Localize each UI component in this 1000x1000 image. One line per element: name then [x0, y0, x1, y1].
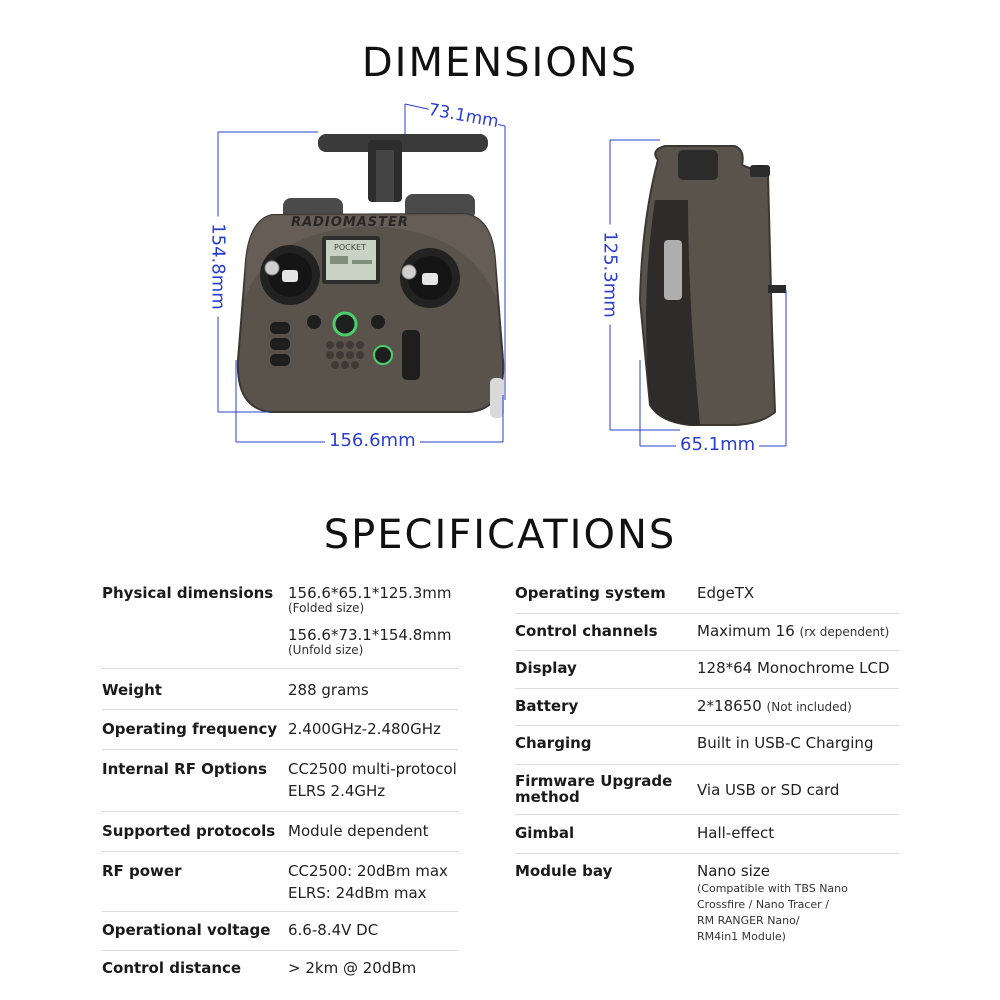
spec-value: Built in USB-C Charging — [697, 734, 874, 752]
side-depth-label: 65.1mm — [676, 434, 759, 455]
spec-value: 156.6*73.1*154.8mm — [288, 626, 452, 644]
scroll-wheel — [402, 330, 420, 380]
spec-note: (Folded size) — [288, 601, 365, 615]
separator — [102, 709, 458, 710]
spec-note: Crossfire / Nano Tracer / — [697, 898, 829, 911]
separator — [102, 749, 458, 750]
spec-label: Display — [515, 659, 577, 677]
spec-value: 6.6-8.4V DC — [288, 921, 379, 939]
spec-label: Control distance — [102, 959, 242, 977]
specifications-heading: SPECIFICATIONS — [323, 512, 677, 558]
spec-value: ELRS 2.4GHz — [288, 782, 386, 800]
left-gimbal — [260, 245, 320, 305]
spec-label: Charging — [515, 734, 592, 752]
separator — [515, 853, 899, 854]
spec-value: ELRS: 24dBm max — [288, 884, 427, 902]
spec-value-text: Maximum 16 — [697, 622, 795, 640]
separator — [102, 950, 458, 951]
separator — [102, 668, 458, 669]
spec-label: RF power — [102, 862, 182, 880]
spec-note: (rx dependent) — [799, 625, 890, 639]
right-gimbal — [400, 248, 460, 308]
separator — [515, 764, 899, 765]
power-button — [334, 313, 356, 335]
separator — [515, 650, 899, 651]
spec-note: RM RANGER Nano/ — [697, 914, 800, 927]
spec-note: (Not included) — [766, 700, 852, 714]
spec-value — [697, 622, 889, 640]
spec-value: Hall-effect — [697, 824, 775, 842]
separator — [515, 814, 899, 815]
spec-label: Internal RF Options — [102, 760, 267, 778]
spec-value: > 2km @ 20dBm — [288, 959, 417, 977]
spec-value: 2.400GHz-2.480GHz — [288, 720, 441, 738]
front-view-controller — [238, 134, 504, 418]
dimensions-heading: DIMENSIONS — [361, 40, 639, 86]
spec-value — [697, 697, 852, 715]
spec-value: Nano size — [697, 862, 770, 880]
separator — [515, 613, 899, 614]
spec-label: Weight — [102, 681, 162, 699]
brand-logo: RADIOMASTER — [291, 215, 409, 230]
spec-label: Firmware Upgrade — [515, 772, 673, 790]
separator — [515, 725, 899, 726]
spec-label: Battery — [515, 697, 579, 715]
spec-label: Gimbal — [515, 824, 575, 842]
spec-note: (Unfold size) — [288, 643, 364, 657]
spec-label: Control channels — [515, 622, 658, 640]
spec-label: Supported protocols — [102, 822, 276, 840]
spec-value: 128*64 Monochrome LCD — [697, 659, 890, 677]
spec-value: CC2500 multi-protocol — [288, 760, 457, 778]
spec-value: Module dependent — [288, 822, 429, 840]
spec-label: Operating frequency — [102, 720, 278, 738]
side-height-label: 125.3mm — [600, 225, 621, 325]
antenna-handle — [318, 134, 488, 202]
spec-value: CC2500: 20dBm max — [288, 862, 448, 880]
separator — [515, 688, 899, 689]
spec-label: Operating system — [515, 584, 666, 602]
side-view-controller — [640, 146, 786, 425]
screen-text: POCKET — [334, 243, 366, 252]
bottom-width-label: 156.6mm — [325, 430, 420, 451]
spec-value: 288 grams — [288, 681, 369, 699]
spec-label: Physical dimensions — [102, 584, 274, 602]
spec-label: method — [515, 788, 580, 806]
front-height-label: 154.8mm — [208, 217, 229, 317]
separator — [102, 851, 458, 852]
spec-value: Via USB or SD card — [697, 781, 840, 799]
top-width-label: 73.1mm — [426, 99, 501, 133]
spec-value-text: 2*18650 — [697, 697, 762, 715]
spec-note: (Compatible with TBS Nano — [697, 882, 848, 895]
spec-value: EdgeTX — [697, 584, 755, 602]
spec-label: Operational voltage — [102, 921, 271, 939]
separator — [102, 911, 458, 912]
spec-value: 156.6*65.1*125.3mm — [288, 584, 452, 602]
spec-label: Module bay — [515, 862, 613, 880]
separator — [102, 811, 458, 812]
spec-note: RM4in1 Module) — [697, 930, 786, 943]
